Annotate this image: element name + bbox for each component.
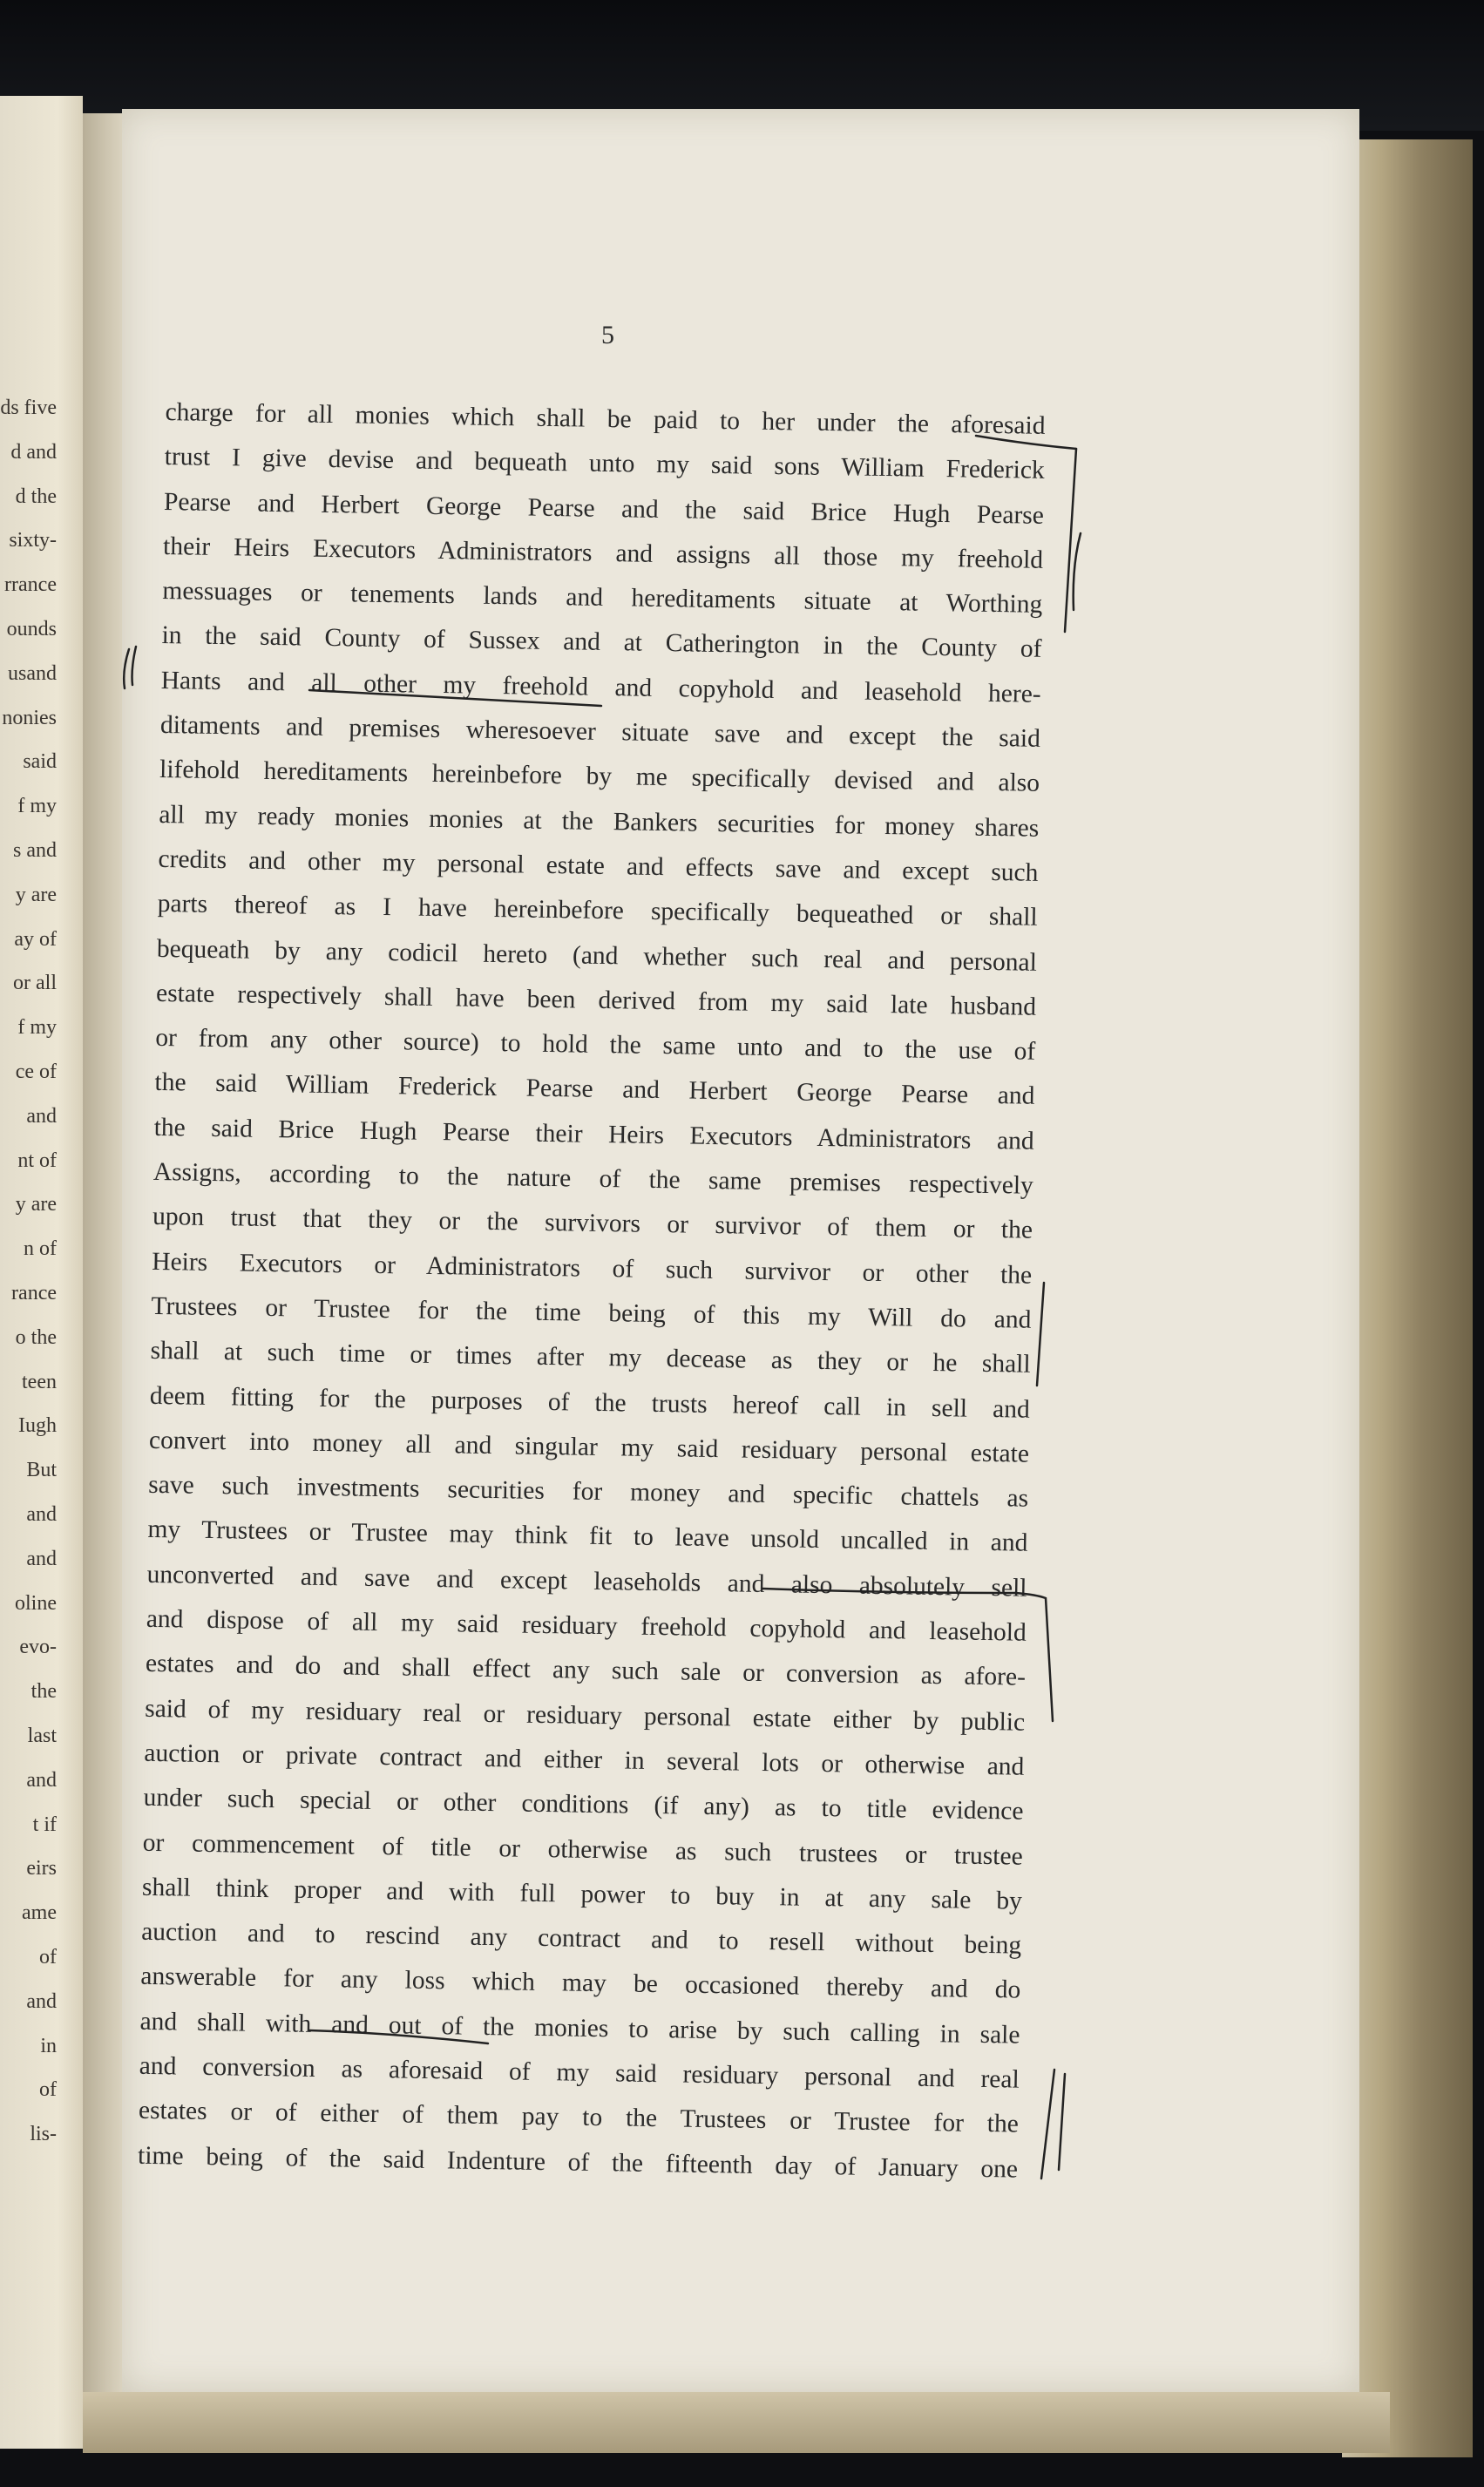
facing-page-fragment: ds five bbox=[0, 396, 57, 419]
facing-page-edge bbox=[0, 96, 83, 2449]
text-line: estate respectively shall have been derived from my said late husband bbox=[155, 979, 1037, 1021]
facing-page-fragment: and bbox=[26, 1503, 57, 1526]
text-line: deem fitting for the purposes of the trusts hereof call in sell and bbox=[149, 1381, 1031, 1424]
text-line: credits and other my personal estate and effects save and except such bbox=[158, 844, 1039, 887]
facing-page-fragment: nonies bbox=[2, 706, 57, 729]
text-line: in the said County of Sussex and at Catherington in the County of bbox=[161, 621, 1042, 664]
text-line: Pearse and Herbert George Pearse and the said Brice Hugh Pearse bbox=[163, 487, 1045, 530]
text-line: estates or of either of them pay to the Trustees or Trustee for the bbox=[138, 2097, 1020, 2138]
text-line: trust I give devise and bequeath unto my said sons William Frederick bbox=[164, 443, 1045, 485]
text-line: Heirs Executors or Administrators of such survivor or other the bbox=[152, 1247, 1033, 1290]
text-line: lifehold hereditaments hereinbefore by me specifically devised and also bbox=[159, 756, 1040, 798]
text-line: auction and to rescind any contract and to resell without being bbox=[140, 1917, 1022, 1960]
text-line: messuages or tenements lands and hereditaments situate at Worthing bbox=[162, 577, 1043, 620]
text-line: said of my residuary real or residuary personal estate either by public bbox=[144, 1694, 1026, 1737]
text-line: unconverted and save and except leaseholds and also absolutely sell bbox=[146, 1560, 1027, 1603]
text-line: shall at such time or times after my decease as they or he shall bbox=[150, 1337, 1031, 1379]
facing-page-fragment: and bbox=[26, 1104, 57, 1128]
text-line: all my ready monies monies at the Bankers securities for money shares bbox=[159, 800, 1040, 843]
facing-page-fragment: ame bbox=[22, 1901, 57, 1925]
page-number: 5 bbox=[601, 321, 614, 349]
text-line: answerable for any loss which may be occasioned thereby and do bbox=[140, 1962, 1021, 2005]
text-line: the said William Frederick Pearse and Herbert George Pearse and bbox=[154, 1068, 1035, 1111]
facing-page-fragment: d and bbox=[10, 440, 57, 464]
text-line: or from any other source) to hold the same unto and to the use of bbox=[155, 1024, 1036, 1066]
facing-page-fragment: d the bbox=[15, 485, 57, 508]
facing-page-fragment: Iugh bbox=[18, 1414, 57, 1438]
facing-page-fragment: sixty- bbox=[9, 529, 57, 552]
facing-page-fragment: usand bbox=[8, 661, 57, 685]
page-bottom-edge bbox=[83, 2392, 1390, 2453]
facing-page-fragment: of bbox=[39, 1946, 57, 1969]
facing-page-fragment: ounds bbox=[6, 618, 57, 640]
text-line: parts thereof as I have hereinbefore specifically bequeathed or shall bbox=[157, 890, 1038, 932]
text-line: under such special or other conditions (if any) as to title evidence bbox=[143, 1784, 1024, 1826]
page-fore-edge bbox=[1342, 139, 1473, 2457]
text-line: save such investments securities for money and specific chattels as bbox=[148, 1470, 1029, 1513]
text-line: bequeath by any codicil hereto (and whether such real and personal bbox=[156, 934, 1038, 977]
facing-page-fragment: oline bbox=[15, 1591, 57, 1615]
facing-page-fragment: in bbox=[40, 2034, 57, 2057]
text-line: convert into money all and singular my said residuary personal estate bbox=[148, 1426, 1030, 1468]
text-line: and conversion as aforesaid of my said residuary personal and real bbox=[139, 2051, 1020, 2094]
book-gutter bbox=[83, 113, 126, 2423]
facing-page-fragment: o the bbox=[15, 1325, 57, 1349]
body-text bbox=[138, 390, 1046, 2192]
facing-page-fragment: rance bbox=[11, 1282, 57, 1304]
facing-page-fragment: nt of bbox=[17, 1149, 57, 1172]
text-line: time being of the said Indenture of the fifteenth day of January one bbox=[137, 2141, 1019, 2184]
text-line: upon trust that they or the survivors or survivor of them or the bbox=[152, 1203, 1033, 1245]
facing-page-fragment: But bbox=[26, 1459, 57, 1482]
facing-page-fragment: n of bbox=[24, 1237, 57, 1261]
text-line: and shall with and out of the monies to arise by such calling in sale bbox=[139, 2007, 1020, 2050]
facing-page-fragment: lis- bbox=[30, 2123, 57, 2146]
text-line: estates and do and shall effect any such sale or conversion as afore- bbox=[145, 1650, 1027, 1691]
facing-page-fragment: eirs bbox=[26, 1857, 57, 1880]
facing-page-fragment: and bbox=[26, 1989, 57, 2013]
facing-page-fragment: t if bbox=[32, 1813, 57, 1836]
facing-page-fragment: s and bbox=[13, 839, 57, 862]
facing-page-fragment: f my bbox=[17, 1016, 57, 1040]
text-line: auction or private contract and either in several lots or otherwise and bbox=[144, 1738, 1025, 1781]
facing-page-fragment: and bbox=[26, 1768, 57, 1792]
text-line: charge for all monies which shall be paid to her under the aforesaid bbox=[165, 397, 1046, 440]
facing-page-fragment: y are bbox=[15, 1193, 57, 1216]
text-line: and dispose of all my said residuary freehold copyhold and leasehold bbox=[146, 1604, 1027, 1647]
facing-page-fragment: said bbox=[23, 750, 57, 774]
facing-page-fragment: ay of bbox=[14, 927, 57, 951]
facing-page-fragment: or all bbox=[13, 972, 57, 995]
text-line: my Trustees or Trustee may think fit to leave unsold uncalled in and bbox=[147, 1515, 1028, 1558]
text-line: the said Brice Hugh Pearse their Heirs Executors Administrators and bbox=[153, 1113, 1034, 1155]
text-line: their Heirs Executors Administrators and assigns all those my freehold bbox=[162, 532, 1044, 574]
facing-page-fragment: last bbox=[27, 1725, 57, 1747]
text-line: Trustees or Trustee for the time being of this my Will do and bbox=[151, 1291, 1032, 1334]
facing-page-fragment: ce of bbox=[15, 1061, 57, 1083]
text-line: shall think proper and with full power to buy in at any sale by bbox=[141, 1873, 1023, 1915]
facing-page-fragment: teen bbox=[22, 1370, 57, 1393]
facing-page-fragment: the bbox=[30, 1680, 57, 1704]
facing-page-fragment: y are bbox=[15, 883, 57, 906]
text-line: or commencement of title or otherwise as such trustees or trustee bbox=[142, 1828, 1023, 1871]
facing-page-fragment: of bbox=[39, 2078, 57, 2102]
text-line: Hants and all other my freehold and copyhold and leasehold here- bbox=[160, 666, 1041, 708]
facing-page-fragment: evo- bbox=[19, 1636, 57, 1659]
facing-page-fragment: rrance bbox=[4, 573, 57, 597]
text-line: ditaments and premises wheresoever situate save and except the said bbox=[159, 711, 1041, 753]
facing-page-fragment: f my bbox=[17, 795, 57, 818]
facing-page-fragment: and bbox=[26, 1547, 57, 1570]
text-line: Assigns, according to the nature of the same premises respectively bbox=[152, 1157, 1034, 1200]
